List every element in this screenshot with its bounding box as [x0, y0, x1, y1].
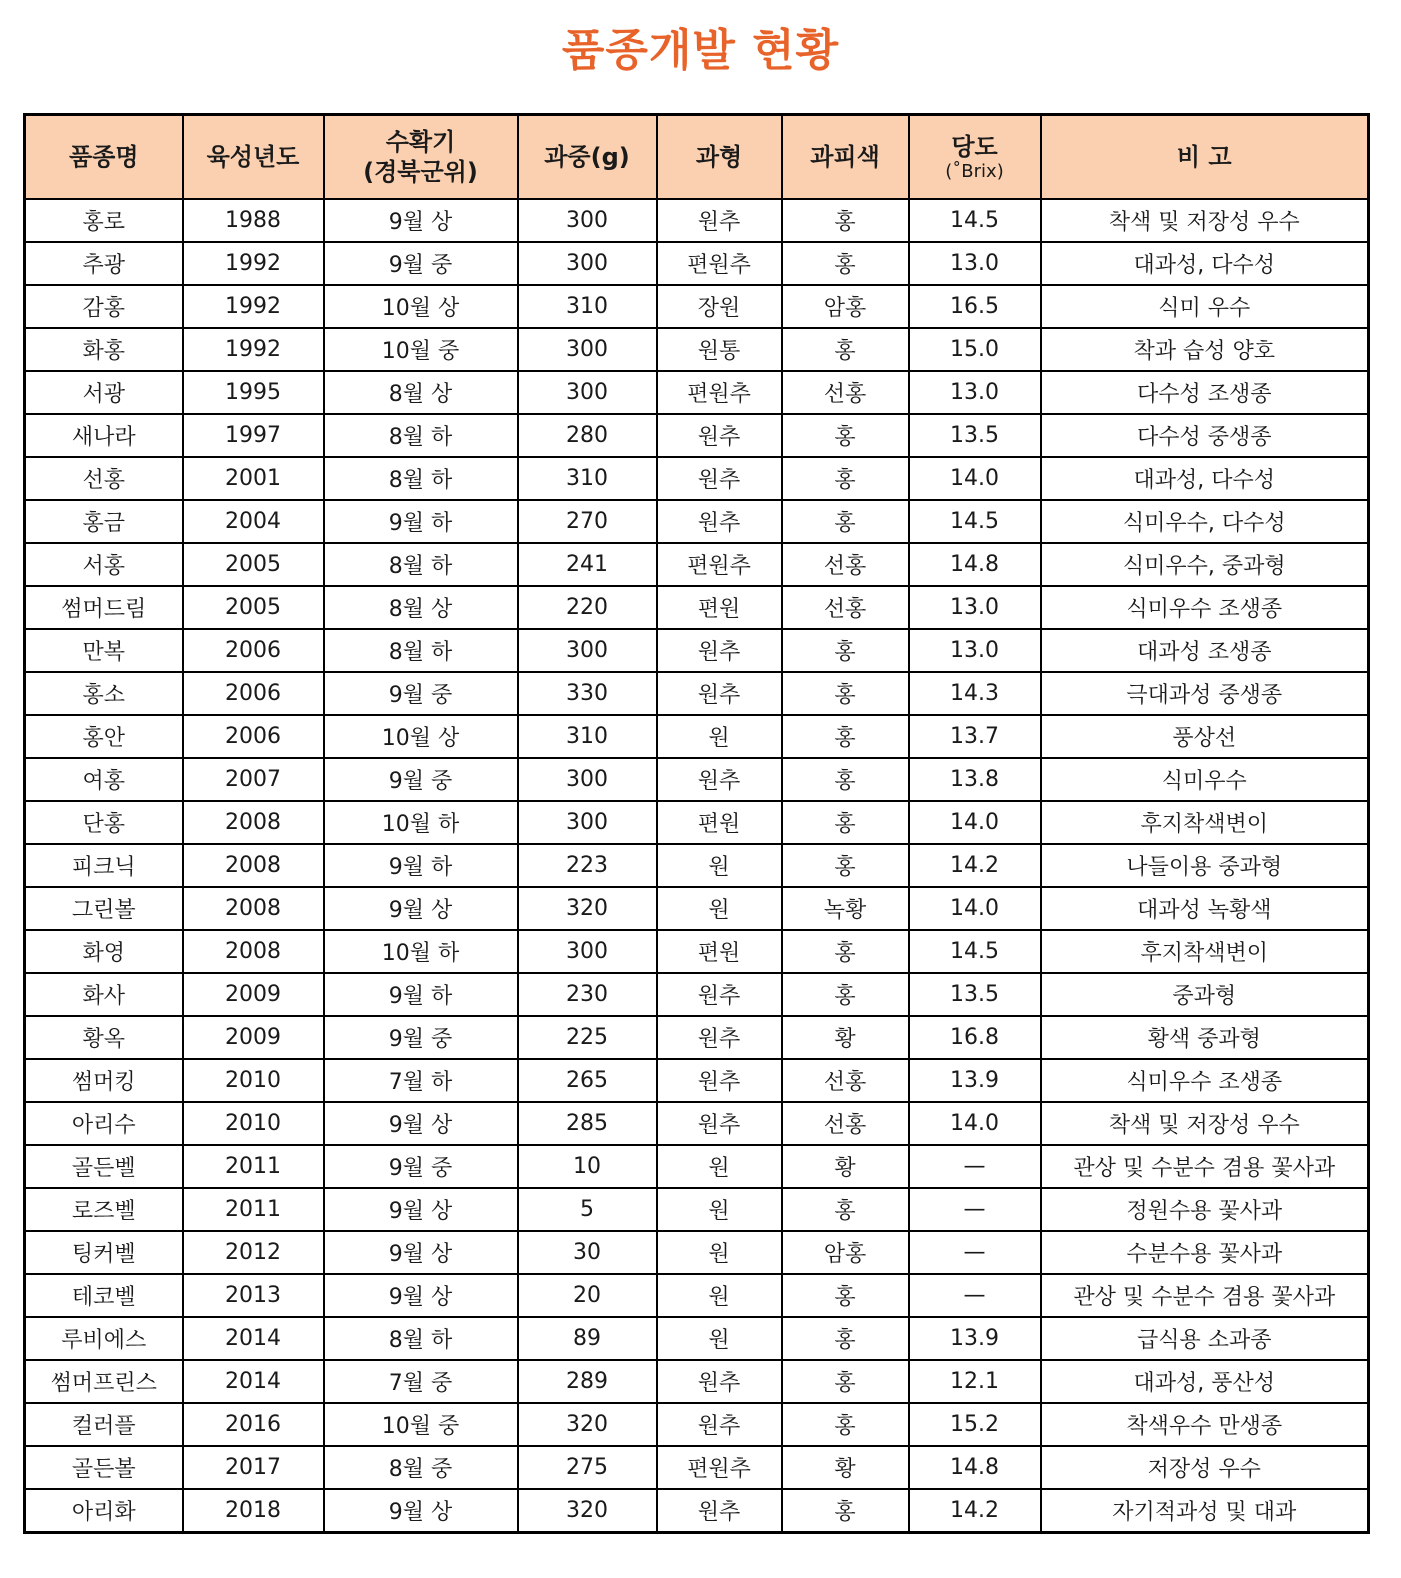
cell-year: 2014 — [183, 1317, 324, 1360]
cell-sugar: 13.0 — [909, 629, 1041, 672]
table-row — [25, 1317, 1369, 1360]
cell-skin: 홍 — [782, 1188, 909, 1231]
table-row — [25, 543, 1369, 586]
cell-sugar: — — [909, 1145, 1041, 1188]
cell-year: 2012 — [183, 1231, 324, 1274]
cell-name: 화사 — [25, 973, 183, 1016]
cell-name: 아리화 — [25, 1489, 183, 1533]
cell-sugar: 16.8 — [909, 1016, 1041, 1059]
table-row — [25, 457, 1369, 500]
table-row — [25, 1059, 1369, 1102]
cell-name: 팅커벨 — [25, 1231, 183, 1274]
cell-weight: 300 — [518, 758, 657, 801]
cell-sugar: 13.0 — [909, 242, 1041, 285]
cell-sugar: 16.5 — [909, 285, 1041, 328]
cell-weight: 89 — [518, 1317, 657, 1360]
cell-name: 화홍 — [25, 328, 183, 371]
cell-sugar: 15.2 — [909, 1403, 1041, 1446]
variety-table — [23, 113, 1370, 1534]
cell-harvest: 8월 하 — [324, 414, 518, 457]
cell-shape: 편원 — [657, 801, 782, 844]
cell-harvest: 9월 하 — [324, 500, 518, 543]
cell-note: 식미우수, 다수성 — [1041, 500, 1369, 543]
cell-year: 1992 — [183, 242, 324, 285]
cell-shape: 원 — [657, 1274, 782, 1317]
cell-sugar: — — [909, 1188, 1041, 1231]
cell-note: 후지착색변이 — [1041, 930, 1369, 973]
cell-weight: 223 — [518, 844, 657, 887]
page-title: 품종개발 현황 — [561, 25, 840, 76]
cell-name: 단홍 — [25, 801, 183, 844]
table-row — [25, 242, 1369, 285]
header-weight: 과중(g) — [518, 115, 657, 200]
cell-skin: 홍 — [782, 930, 909, 973]
cell-skin: 선홍 — [782, 1059, 909, 1102]
cell-note: 급식용 소과종 — [1041, 1317, 1369, 1360]
cell-skin: 선홍 — [782, 371, 909, 414]
cell-skin: 암홍 — [782, 1231, 909, 1274]
cell-sugar: 14.5 — [909, 930, 1041, 973]
cell-note: 정원수용 꽃사과 — [1041, 1188, 1369, 1231]
cell-shape: 편원추 — [657, 543, 782, 586]
cell-skin: 암홍 — [782, 285, 909, 328]
cell-skin: 황 — [782, 1145, 909, 1188]
cell-note: 착색 및 저장성 우수 — [1041, 1102, 1369, 1145]
table-row — [25, 715, 1369, 758]
table-row — [25, 629, 1369, 672]
cell-weight: 300 — [518, 629, 657, 672]
cell-shape: 원 — [657, 887, 782, 930]
cell-name: 감홍 — [25, 285, 183, 328]
table-row — [25, 1274, 1369, 1317]
cell-name: 홍안 — [25, 715, 183, 758]
cell-sugar: 14.0 — [909, 887, 1041, 930]
cell-name: 골든벨 — [25, 1145, 183, 1188]
table-body — [25, 199, 1369, 1533]
cell-harvest: 9월 상 — [324, 887, 518, 930]
cell-year: 2005 — [183, 586, 324, 629]
cell-year: 2010 — [183, 1102, 324, 1145]
cell-name: 골든볼 — [25, 1446, 183, 1489]
cell-weight: 330 — [518, 672, 657, 715]
cell-name: 아리수 — [25, 1102, 183, 1145]
cell-name: 로즈벨 — [25, 1188, 183, 1231]
cell-shape: 원추 — [657, 629, 782, 672]
cell-harvest: 8월 상 — [324, 371, 518, 414]
cell-weight: 300 — [518, 199, 657, 242]
table-row — [25, 1446, 1369, 1489]
cell-shape: 원추 — [657, 199, 782, 242]
cell-note: 대과성 조생종 — [1041, 629, 1369, 672]
cell-sugar: 12.1 — [909, 1360, 1041, 1403]
cell-year: 2006 — [183, 629, 324, 672]
cell-weight: 275 — [518, 1446, 657, 1489]
cell-sugar: 14.8 — [909, 543, 1041, 586]
table-row — [25, 930, 1369, 973]
cell-skin: 홍 — [782, 199, 909, 242]
cell-note: 후지착색변이 — [1041, 801, 1369, 844]
table-row — [25, 1145, 1369, 1188]
cell-year: 2016 — [183, 1403, 324, 1446]
cell-shape: 원추 — [657, 457, 782, 500]
header-harvest — [324, 115, 518, 200]
cell-weight: 320 — [518, 1489, 657, 1533]
cell-skin: 홍 — [782, 1317, 909, 1360]
cell-name: 화영 — [25, 930, 183, 973]
cell-note: 식미 우수 — [1041, 285, 1369, 328]
cell-name: 피크닉 — [25, 844, 183, 887]
table-row — [25, 1360, 1369, 1403]
cell-sugar: 13.5 — [909, 414, 1041, 457]
cell-shape: 원추 — [657, 414, 782, 457]
cell-sugar: — — [909, 1274, 1041, 1317]
table-row — [25, 371, 1369, 414]
table-row — [25, 1231, 1369, 1274]
cell-note: 착색 및 저장성 우수 — [1041, 199, 1369, 242]
table-row — [25, 1489, 1369, 1533]
cell-sugar: 13.9 — [909, 1059, 1041, 1102]
cell-shape: 원추 — [657, 1016, 782, 1059]
cell-harvest: 8월 하 — [324, 543, 518, 586]
cell-harvest: 9월 상 — [324, 1231, 518, 1274]
cell-harvest: 7월 중 — [324, 1360, 518, 1403]
cell-shape: 원추 — [657, 500, 782, 543]
cell-harvest: 9월 하 — [324, 973, 518, 1016]
cell-sugar: 14.0 — [909, 1102, 1041, 1145]
cell-harvest: 9월 상 — [324, 1102, 518, 1145]
cell-year: 2008 — [183, 801, 324, 844]
cell-note: 나들이용 중과형 — [1041, 844, 1369, 887]
table-row — [25, 285, 1369, 328]
cell-note: 대과성, 다수성 — [1041, 242, 1369, 285]
cell-sugar: 14.5 — [909, 500, 1041, 543]
cell-note: 관상 및 수분수 겸용 꽃사과 — [1041, 1145, 1369, 1188]
cell-weight: 285 — [518, 1102, 657, 1145]
cell-harvest: 9월 중 — [324, 242, 518, 285]
cell-name: 서광 — [25, 371, 183, 414]
cell-shape: 원추 — [657, 973, 782, 1016]
cell-harvest: 8월 하 — [324, 1317, 518, 1360]
table-row — [25, 801, 1369, 844]
cell-harvest: 9월 하 — [324, 844, 518, 887]
cell-sugar: 14.5 — [909, 199, 1041, 242]
cell-weight: 280 — [518, 414, 657, 457]
cell-shape: 원추 — [657, 1403, 782, 1446]
cell-shape: 원추 — [657, 1489, 782, 1533]
header-sugar-line2: (˚Brix) — [945, 161, 1004, 183]
cell-note: 황색 중과형 — [1041, 1016, 1369, 1059]
cell-year: 2011 — [183, 1145, 324, 1188]
cell-harvest: 7월 하 — [324, 1059, 518, 1102]
cell-skin: 황 — [782, 1016, 909, 1059]
cell-skin: 홍 — [782, 844, 909, 887]
cell-name: 루비에스 — [25, 1317, 183, 1360]
cell-year: 2008 — [183, 930, 324, 973]
cell-shape: 원 — [657, 715, 782, 758]
cell-shape: 원추 — [657, 1102, 782, 1145]
cell-harvest: 10월 중 — [324, 1403, 518, 1446]
cell-name: 선홍 — [25, 457, 183, 500]
cell-sugar: 14.0 — [909, 457, 1041, 500]
cell-note: 식미우수 조생종 — [1041, 586, 1369, 629]
cell-harvest: 9월 상 — [324, 1274, 518, 1317]
cell-harvest: 10월 하 — [324, 930, 518, 973]
table-row — [25, 586, 1369, 629]
cell-note: 식미우수 — [1041, 758, 1369, 801]
cell-skin: 홍 — [782, 1403, 909, 1446]
cell-weight: 310 — [518, 285, 657, 328]
cell-year: 1992 — [183, 285, 324, 328]
cell-note: 다수성 중생종 — [1041, 414, 1369, 457]
cell-weight: 5 — [518, 1188, 657, 1231]
cell-name: 서홍 — [25, 543, 183, 586]
table-row — [25, 1403, 1369, 1446]
cell-name: 홍소 — [25, 672, 183, 715]
cell-shape: 원추 — [657, 672, 782, 715]
cell-skin: 홍 — [782, 1274, 909, 1317]
cell-name: 추광 — [25, 242, 183, 285]
cell-weight: 300 — [518, 242, 657, 285]
cell-year: 2017 — [183, 1446, 324, 1489]
cell-skin: 홍 — [782, 629, 909, 672]
cell-name: 만복 — [25, 629, 183, 672]
cell-sugar: 13.0 — [909, 586, 1041, 629]
cell-weight: 220 — [518, 586, 657, 629]
cell-note: 다수성 조생종 — [1041, 371, 1369, 414]
cell-name: 새나라 — [25, 414, 183, 457]
cell-year: 2004 — [183, 500, 324, 543]
cell-shape: 원추 — [657, 758, 782, 801]
cell-weight: 300 — [518, 930, 657, 973]
cell-year: 2010 — [183, 1059, 324, 1102]
cell-harvest: 9월 상 — [324, 1188, 518, 1231]
cell-harvest: 8월 하 — [324, 629, 518, 672]
cell-year: 1992 — [183, 328, 324, 371]
cell-year: 2005 — [183, 543, 324, 586]
cell-note: 관상 및 수분수 겸용 꽃사과 — [1041, 1274, 1369, 1317]
cell-weight: 270 — [518, 500, 657, 543]
header-sugar-line1: 당도 — [951, 133, 998, 162]
cell-weight: 300 — [518, 328, 657, 371]
table-row — [25, 500, 1369, 543]
cell-shape: 편원추 — [657, 371, 782, 414]
cell-shape: 편원 — [657, 930, 782, 973]
cell-shape: 장원 — [657, 285, 782, 328]
cell-skin: 홍 — [782, 973, 909, 1016]
cell-shape: 편원추 — [657, 1446, 782, 1489]
cell-sugar: — — [909, 1231, 1041, 1274]
cell-skin: 홍 — [782, 1360, 909, 1403]
cell-name: 썸머킹 — [25, 1059, 183, 1102]
table-row — [25, 844, 1369, 887]
cell-name: 그린볼 — [25, 887, 183, 930]
cell-note: 대과성, 다수성 — [1041, 457, 1369, 500]
cell-weight: 10 — [518, 1145, 657, 1188]
cell-sugar: 13.9 — [909, 1317, 1041, 1360]
cell-skin: 선홍 — [782, 1102, 909, 1145]
cell-shape: 편원 — [657, 586, 782, 629]
cell-skin: 홍 — [782, 672, 909, 715]
cell-skin: 홍 — [782, 1489, 909, 1533]
cell-year: 2008 — [183, 887, 324, 930]
cell-year: 2006 — [183, 715, 324, 758]
cell-harvest: 9월 상 — [324, 1489, 518, 1533]
cell-year: 2013 — [183, 1274, 324, 1317]
cell-shape: 원 — [657, 1231, 782, 1274]
cell-sugar: 13.0 — [909, 371, 1041, 414]
cell-name: 썸머프린스 — [25, 1360, 183, 1403]
cell-weight: 20 — [518, 1274, 657, 1317]
cell-sugar: 14.0 — [909, 801, 1041, 844]
header-year: 육성년도 — [183, 115, 324, 200]
table-row — [25, 328, 1369, 371]
cell-weight: 310 — [518, 457, 657, 500]
cell-year: 2006 — [183, 672, 324, 715]
cell-skin: 홍 — [782, 758, 909, 801]
cell-sugar: 13.5 — [909, 973, 1041, 1016]
cell-year: 2007 — [183, 758, 324, 801]
cell-sugar: 14.8 — [909, 1446, 1041, 1489]
table-row — [25, 973, 1369, 1016]
cell-weight: 300 — [518, 801, 657, 844]
table-row — [25, 199, 1369, 242]
cell-skin: 선홍 — [782, 586, 909, 629]
cell-note: 저장성 우수 — [1041, 1446, 1369, 1489]
cell-harvest: 8월 중 — [324, 1446, 518, 1489]
cell-sugar: 14.3 — [909, 672, 1041, 715]
cell-harvest: 8월 상 — [324, 586, 518, 629]
cell-harvest: 9월 중 — [324, 758, 518, 801]
cell-note: 풍상선 — [1041, 715, 1369, 758]
cell-year: 2008 — [183, 844, 324, 887]
table-row — [25, 414, 1369, 457]
cell-note: 식미우수 조생종 — [1041, 1059, 1369, 1102]
cell-weight: 310 — [518, 715, 657, 758]
cell-note: 식미우수, 중과형 — [1041, 543, 1369, 586]
cell-year: 1997 — [183, 414, 324, 457]
header-harvest-line1: 수확기 — [385, 128, 456, 156]
cell-name: 테코벨 — [25, 1274, 183, 1317]
table-row — [25, 758, 1369, 801]
cell-shape: 원 — [657, 1317, 782, 1360]
cell-year: 2011 — [183, 1188, 324, 1231]
header-sugar — [909, 115, 1041, 200]
cell-name: 썸머드림 — [25, 586, 183, 629]
cell-skin: 황 — [782, 1446, 909, 1489]
cell-year: 1988 — [183, 199, 324, 242]
header-skin: 과피색 — [782, 115, 909, 200]
cell-harvest: 10월 하 — [324, 801, 518, 844]
header-note: 비 고 — [1041, 115, 1369, 200]
cell-weight: 289 — [518, 1360, 657, 1403]
cell-skin: 홍 — [782, 414, 909, 457]
cell-year: 1995 — [183, 371, 324, 414]
cell-shape: 원 — [657, 1145, 782, 1188]
cell-name: 홍금 — [25, 500, 183, 543]
cell-name: 컬러플 — [25, 1403, 183, 1446]
header-name: 품종명 — [25, 115, 183, 200]
cell-note: 착색우수 만생종 — [1041, 1403, 1369, 1446]
cell-weight: 241 — [518, 543, 657, 586]
cell-sugar: 13.7 — [909, 715, 1041, 758]
cell-weight: 30 — [518, 1231, 657, 1274]
cell-weight: 320 — [518, 887, 657, 930]
header-row — [25, 115, 1369, 200]
cell-harvest: 9월 중 — [324, 1016, 518, 1059]
cell-note: 착과 습성 양호 — [1041, 328, 1369, 371]
cell-shape: 원추 — [657, 1059, 782, 1102]
cell-harvest: 9월 중 — [324, 672, 518, 715]
cell-harvest: 10월 상 — [324, 715, 518, 758]
table-row — [25, 887, 1369, 930]
cell-note: 중과형 — [1041, 973, 1369, 1016]
cell-year: 2009 — [183, 973, 324, 1016]
cell-harvest: 10월 상 — [324, 285, 518, 328]
cell-shape: 편원추 — [657, 242, 782, 285]
table-row — [25, 1016, 1369, 1059]
cell-harvest: 9월 중 — [324, 1145, 518, 1188]
cell-harvest: 10월 중 — [324, 328, 518, 371]
cell-sugar: 14.2 — [909, 844, 1041, 887]
cell-harvest: 9월 상 — [324, 199, 518, 242]
cell-weight: 320 — [518, 1403, 657, 1446]
table-row — [25, 672, 1369, 715]
cell-skin: 홍 — [782, 500, 909, 543]
cell-name: 홍로 — [25, 199, 183, 242]
cell-sugar: 14.2 — [909, 1489, 1041, 1533]
cell-shape: 원 — [657, 1188, 782, 1231]
cell-note: 대과성, 풍산성 — [1041, 1360, 1369, 1403]
cell-skin: 홍 — [782, 242, 909, 285]
cell-year: 2014 — [183, 1360, 324, 1403]
cell-skin: 홍 — [782, 715, 909, 758]
table-row — [25, 1102, 1369, 1145]
cell-weight: 265 — [518, 1059, 657, 1102]
cell-sugar: 15.0 — [909, 328, 1041, 371]
cell-note: 극대과성 중생종 — [1041, 672, 1369, 715]
header-harvest-line2: (경북군위) — [363, 158, 478, 186]
header-shape: 과형 — [657, 115, 782, 200]
cell-skin: 선홍 — [782, 543, 909, 586]
cell-name: 여홍 — [25, 758, 183, 801]
cell-note: 수분수용 꽃사과 — [1041, 1231, 1369, 1274]
cell-name: 황옥 — [25, 1016, 183, 1059]
cell-skin: 홍 — [782, 801, 909, 844]
cell-note: 대과성 녹황색 — [1041, 887, 1369, 930]
cell-skin: 홍 — [782, 328, 909, 371]
cell-year: 2001 — [183, 457, 324, 500]
cell-weight: 225 — [518, 1016, 657, 1059]
cell-year: 2009 — [183, 1016, 324, 1059]
cell-weight: 230 — [518, 973, 657, 1016]
cell-harvest: 8월 하 — [324, 457, 518, 500]
cell-sugar: 13.8 — [909, 758, 1041, 801]
cell-weight: 300 — [518, 371, 657, 414]
cell-year: 2018 — [183, 1489, 324, 1533]
cell-shape: 원통 — [657, 328, 782, 371]
cell-skin: 홍 — [782, 457, 909, 500]
cell-shape: 원 — [657, 844, 782, 887]
cell-shape: 원추 — [657, 1360, 782, 1403]
table-row — [25, 1188, 1369, 1231]
cell-skin: 녹황 — [782, 887, 909, 930]
cell-note: 자기적과성 및 대과 — [1041, 1489, 1369, 1533]
